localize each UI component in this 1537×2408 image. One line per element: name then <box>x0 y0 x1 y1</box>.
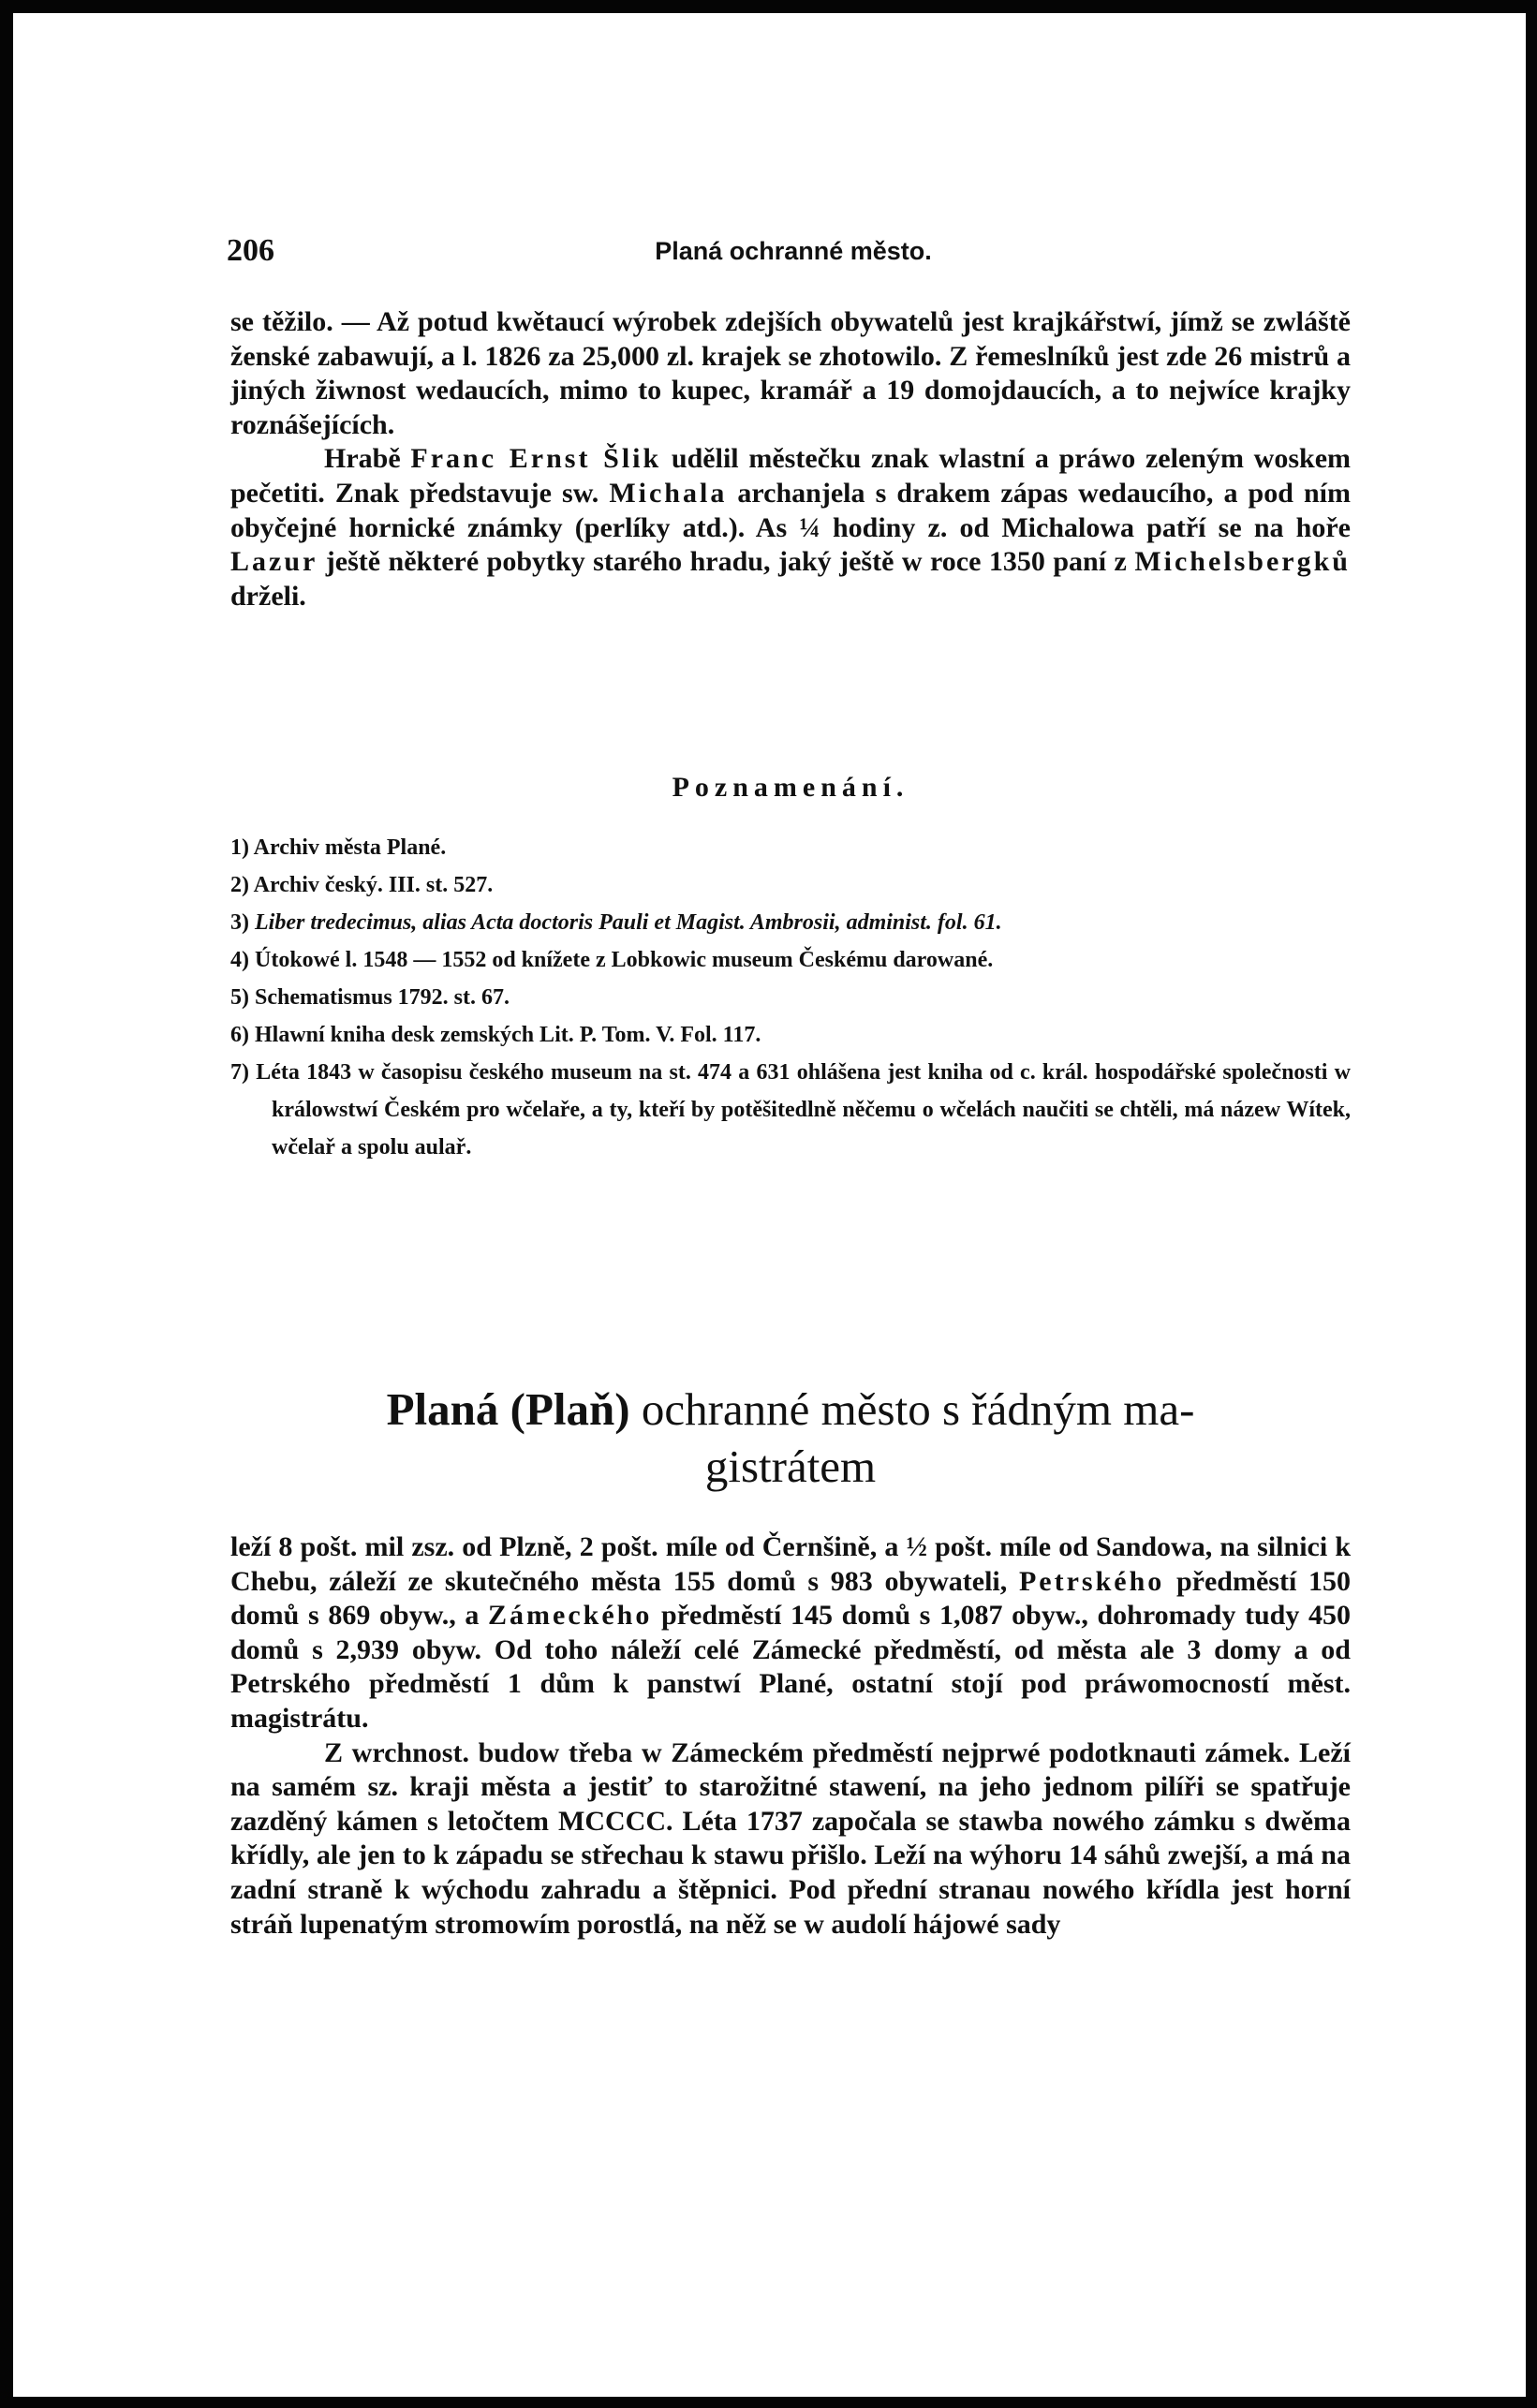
text-run: předměstí 145 domů s 1,087 obyw., dohromady tudy 450 domů s 2,939 obyw. Od toho náleží celé Zámecké předměstí, od města ale 3 domy a od Petrského předměstí 1 dům k panstwí Plané, ostatní stojí pod práwomocností měst. magistrátu. <box>230 1600 1351 1734</box>
person-name: Franc Ernst Šlik <box>410 443 662 475</box>
family-name: Michelsbergků <box>1134 546 1351 578</box>
notes-heading: Poznamenání. <box>672 772 909 803</box>
text-run: leží 8 pošt. mil zsz. od Plzně, 2 pošt. míle od Černšině, a ½ pošt. míle od Sandowa, na silnici k Chebu, záleží ze skutečného města 155 domů s 983 obywateli, <box>230 1531 1351 1597</box>
page-number: 206 <box>227 233 274 268</box>
text-run: předměstí 150 domů s 869 obyw., a <box>230 1565 1351 1632</box>
suburb-name: Petrského <box>1018 1565 1165 1597</box>
text-run: ještě některé pobytky starého hradu, jaký ještě w roce 1350 paní z <box>318 546 1135 578</box>
paragraph-castle: Z wrchnost. budow třeba w Zámeckém předměstí nejprwé podotknauti zámek. Leží na samém sz. kraji města a jestiť to starožitné stawení, na jeho jednom pilíři se spatřuje zazděný kámen s letočtem MCCCC. Léta 1737 započala se stawba nowého zámku s dwěma křídly, ale jen to k západu se střechau k stawu přišlo. Leží na wýhoru 14 sáhů zwejší, a má na zadní straně k wýchodu zahradu a štěpnici. Pod přední stranau nowého křídla jest horní stráň lupenatým stromowím porostlá, na něž se w audolí hájowé sady <box>230 1736 1351 1940</box>
place-name: Lazur <box>230 546 318 578</box>
running-title: Planá ochranné město. <box>655 237 932 265</box>
text-run: Hrabě <box>324 443 411 475</box>
section-title <box>230 1381 1351 1495</box>
section-title-line2: gistrátem <box>704 1440 877 1492</box>
footnote-3 <box>230 904 1351 941</box>
top-text-block <box>230 305 1351 613</box>
paragraph-crafts: se těžilo. — Až potud kwětaucí wýrobek zdejších obywatelů jest krajkářstwí, jímž se zwláště ženské zabawují, a l. 1826 za 25,000 zl. krajek se zhotowilo. Z řemeslníků jest zde 26 mistrů a jiných žiwnost wedaucích, mimo to kupec, kramář a 19 domojdaucích, a to nejwíce krajky roznášejících. <box>230 306 1351 440</box>
footnote-7: 7) Léta 1843 w časopisu českého museum na st. 474 a 631 ohlášena jest kniha od c. král. hospodářské společnosti w králowstwí Českém pro wčelaře, a ty, kteří by potěšitedlně něčemu o wčelách naučiti se chtěli, má názew Wítek, wčelař a spolu aulař. <box>230 1060 1351 1160</box>
footnote-italic-text: Liber tredecimus, alias Acta doctoris Pauli et Magist. Ambrosii, administ. fol. 61. <box>255 910 1002 935</box>
section-title-bold: Planá (Plaň) <box>386 1383 630 1435</box>
footnote-1: 1) Archiv města Plané. <box>230 835 447 860</box>
suburb-name: Zámeckého <box>488 1600 653 1632</box>
footnotes-list <box>230 829 1351 1166</box>
text-run: drželi. <box>230 580 306 612</box>
paragraph-location <box>230 1530 1351 1736</box>
footnote-6: 6) Hlawní kniha desk zemských Lit. P. Tom. V. Fol. 117. <box>230 1023 761 1047</box>
footnote-5: 5) Schematismus 1792. st. 67. <box>230 985 510 1010</box>
section-title-rest: ochranné město s řádným ma- <box>629 1383 1195 1435</box>
paragraph-coat-of-arms <box>230 442 1351 613</box>
book-page <box>13 13 1526 2397</box>
footnote-4: 4) Útokowé l. 1548 — 1552 od knížete z Lobkowic museum Českému darowané. <box>230 948 994 972</box>
section-text-block <box>230 1530 1351 1942</box>
footnote-2: 2) Archiv český. III. st. 527. <box>230 873 494 897</box>
person-name: Michala <box>609 477 728 509</box>
footnote-number: 3) <box>230 910 255 935</box>
text-run: udělil městečku znak wlastní a práwo zeleným woskem pečetiti. Znak představuje sw. <box>230 443 1352 509</box>
running-head <box>227 233 1360 271</box>
text-run: archanjela s drakem zápas wedaucího, a pod ním obyčejné hornické známky (perlíky atd.). As ¼ hodiny z. od Michalowa patří se na hoře <box>230 477 1351 543</box>
